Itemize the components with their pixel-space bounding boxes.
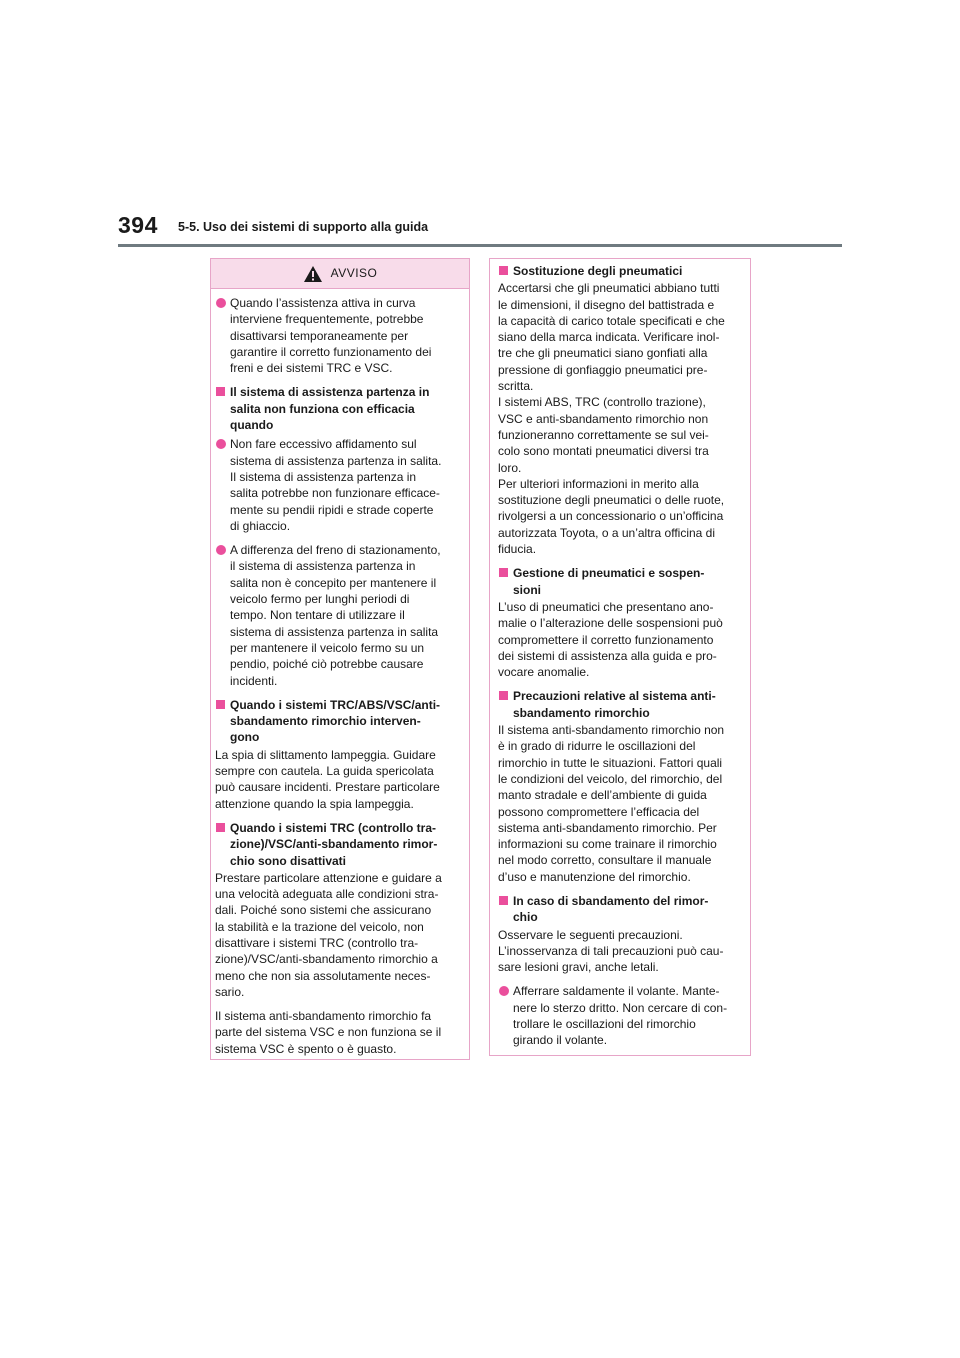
subheading-text: Quando i sistemi TRC (controllo tra- zione)/VSC/anti-sbandamento rimor- chio sono disattivati bbox=[230, 820, 438, 868]
warning-title: AVVISO bbox=[330, 266, 378, 281]
paragraph: L’uso di pneumatici che presentano ano- malie o l’alterazione delle sospensioni può compromettere il corretto funzionamento dei sistemi di assistenza alla guida e pro- vocare anomalie. bbox=[498, 599, 723, 680]
subheading-text: Gestione di pneumatici e sospen- sioni bbox=[513, 566, 705, 597]
warning-body bbox=[211, 289, 469, 1057]
bullet-item bbox=[498, 983, 742, 1048]
section-title: 5-5. Uso dei sistemi di supporto alla guida bbox=[178, 220, 429, 234]
page-number: 394 bbox=[118, 212, 158, 238]
pink-square-icon bbox=[499, 568, 508, 577]
bullet-item bbox=[215, 542, 459, 689]
pink-dot-icon bbox=[216, 298, 226, 308]
subheading-text: Precauzioni relative al sistema anti- sbandamento rimorchio bbox=[513, 689, 716, 720]
subheading-text: Quando i sistemi TRC/ABS/VSC/anti- sbandamento rimorchio interven- gono bbox=[230, 697, 441, 745]
paragraph: La spia di slittamento lampeggia. Guidare sempre con cautela. La guida spericolata può causare incidenti. Prestare particolare attenzione quando la spia lampeggia. bbox=[215, 747, 440, 811]
subheading bbox=[498, 688, 742, 721]
warning-triangle-icon bbox=[303, 265, 323, 283]
subheading bbox=[215, 384, 459, 433]
subheading bbox=[498, 565, 742, 598]
paragraph: Accertarsi che gli pneumatici abbiano tutti le dimensioni, il disegno del battistrada e la capacità di carico totale specificati e che siano della marca indicata. Verificare inol- tre che gli pneumatici siano gonfiati alla pressione di gonfiaggio pneumatici pre- scritta. I sistemi ABS, TRC (controllo trazione), VSC e anti-sbandamento rimorchio non funzioneranno correttamente se sul vei- colo sono montati pneumatici diversi tra loro. Per ulteriori informazioni in merito alla sostituzione degli pneumatici o delle ruote, rivolgersi a un concessionario o un’officina autorizzata Toyota, o a un’altra officina di fiducia. bbox=[498, 281, 725, 557]
bullet-text: Afferrare saldamente il volante. Mante- nere lo sterzo dritto. Non cercare di con- trollare le oscillazioni del rimorchio girando il volante. bbox=[513, 984, 728, 1048]
pink-dot-icon bbox=[216, 439, 226, 449]
paragraph: Il sistema anti-sbandamento rimorchio non è in grado di ridurre le oscillazioni del rimorchio in tutte le situazioni. Fattori quali le condizioni del veicolo, del rimorchio, del manto stradale e dell’ambiente di guida possono compromettere l’efficacia del sistema anti-sbandamento rimorchio. Per informazioni su come trainare il rimorchio nel modo corretto, consultare il manuale d’uso e manutenzione del rimorchio. bbox=[498, 723, 725, 884]
subheading-text: Sostituzione degli pneumatici bbox=[513, 264, 683, 278]
paragraph: Prestare particolare attenzione e guidare a una velocità adeguata alle condizioni stra- dali. Poiché sono sistemi che assicurano la stabilità e la trazione del veicolo, non disattivare i sistemi TRC (controllo tra- zione)/VSC/anti-sbandamento rimorchio a meno che non sia assolutamente neces- sario. bbox=[215, 870, 442, 999]
bullet-text: Non fare eccessivo affidamento sul sistema di assistenza partenza in salita. Il sistema di assistenza partenza in salita potrebbe non funzionare efficace- mente su pendii ripidi e strade coperte di ghiaccio. bbox=[230, 437, 442, 533]
pink-square-icon bbox=[216, 700, 225, 709]
pink-square-icon bbox=[499, 266, 508, 275]
bullet-text: Quando l’assistenza attiva in curva interviene frequentemente, potrebbe disattivarsi temporaneamente per garantire il corretto funzionamento dei freni e dei sistemi TRC e VSC. bbox=[230, 296, 432, 376]
info-box bbox=[489, 258, 751, 1056]
warning-box bbox=[210, 258, 470, 1060]
bullet-item bbox=[215, 436, 459, 534]
subheading bbox=[498, 893, 742, 926]
pink-square-icon bbox=[216, 387, 225, 396]
subheading bbox=[215, 697, 459, 746]
paragraph: Osservare le seguenti precauzioni. L’inosservanza di tali precauzioni può cau- sare lesioni gravi, anche letali. bbox=[498, 927, 724, 975]
bullet-item bbox=[215, 295, 459, 376]
subheading bbox=[498, 263, 742, 279]
warning-header bbox=[211, 259, 469, 289]
pink-square-icon bbox=[216, 823, 225, 832]
pink-dot-icon bbox=[499, 986, 509, 996]
subheading-text: Il sistema di assistenza partenza in salita non funziona con efficacia quando bbox=[230, 385, 430, 433]
bullet-text: A differenza del freno di stazionamento, il sistema di assistenza partenza in salita non è concepito per mantenere il veicolo fermo per lunghi periodi di tempo. Non tentare di utilizzare il sistema di assistenza partenza in salita per mantenere il veicolo fermo su un pendio, poiché ciò potrebbe causare incidenti. bbox=[230, 543, 441, 688]
header-divider bbox=[118, 244, 842, 247]
pink-square-icon bbox=[499, 896, 508, 905]
subheading-text: In caso di sbandamento del rimor- chio bbox=[513, 893, 709, 925]
pink-square-icon bbox=[499, 691, 508, 700]
pink-dot-icon bbox=[216, 545, 226, 555]
subheading bbox=[215, 820, 459, 869]
paragraph: Il sistema anti-sbandamento rimorchio fa parte del sistema VSC e non funziona se il sistema VSC è spento o è guasto. bbox=[215, 1009, 442, 1056]
